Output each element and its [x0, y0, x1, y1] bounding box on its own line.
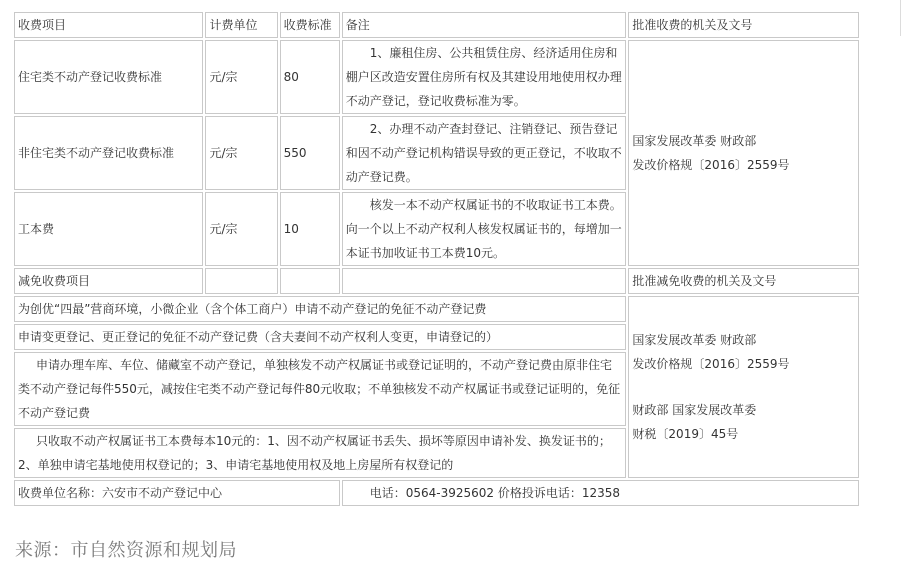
- fee-item-cell: 工本费: [14, 192, 203, 266]
- fee-table: [12, 10, 861, 508]
- fee-item-cell: 非住宅类不动产登记收费标准: [14, 116, 203, 190]
- reduction-cell: 申请变更登记、更正登记的免征不动产登记费（含夫妻间不动产权利人变更，申请登记的）: [14, 324, 626, 350]
- fee-standard-cell: 550: [280, 116, 340, 190]
- reduction-cell: 为创优“四最”营商环境，小微企业（含个体工商户）申请不动产登记的免征不动产登记费: [14, 296, 626, 322]
- reduction-header-item: 减免收费项目: [14, 268, 203, 294]
- authority-line: 国家发展改革委 财政部: [632, 134, 757, 148]
- table-row: [14, 40, 859, 114]
- reduction-header-row: [14, 268, 859, 294]
- fee-remark-cell: 2、办理不动产查封登记、注销登记、预告登记和因不动产登记机构错误导致的更正登记，不收取不动产登记费。: [342, 116, 627, 190]
- reduction-header-authority: 批准减免收费的机关及文号: [628, 268, 859, 294]
- charging-unit-cell: 收费单位名称：六安市不动产登记中心: [14, 480, 340, 506]
- authority-line: 财政部 国家发展改革委: [632, 403, 757, 417]
- fee-remark-cell: 1、廉租住房、公共租赁住房、经济适用住房和棚户区改造安置住房所有权及其建设用地使用权办理不动产登记，登记收费标准为零。: [342, 40, 627, 114]
- fee-item-cell: 住宅类不动产登记收费标准: [14, 40, 203, 114]
- reduction-cell: 只收取不动产权属证书工本费每本10元的：1、因不动产权属证书丢失、损坏等原因申请补发、换发证书的；2、单独申请宅基地使用权登记的；3、申请宅基地使用权及地上房屋所有权登记的: [14, 428, 626, 478]
- header-remarks: 备注: [342, 12, 627, 38]
- header-unit: 计费单位: [205, 12, 277, 38]
- phone-cell: 电话：0564-3925602 价格投诉电话：12358: [342, 480, 859, 506]
- fee-unit-cell: 元/宗: [205, 40, 277, 114]
- footer-row: [14, 480, 859, 506]
- header-item: 收费项目: [14, 12, 203, 38]
- empty-cell: [342, 268, 627, 294]
- fee-standard-cell: 10: [280, 192, 340, 266]
- right-edge-line: [900, 0, 901, 36]
- fee-standard-cell: 80: [280, 40, 340, 114]
- fee-authority-cell: [628, 40, 859, 266]
- authority-line: 发改价格规〔2016〕2559号: [632, 158, 790, 172]
- authority-line: 财税〔2019〕45号: [632, 427, 739, 441]
- header-standard: 收费标准: [280, 12, 340, 38]
- fee-unit-cell: 元/宗: [205, 192, 277, 266]
- header-authority: 批准收费的机关及文号: [628, 12, 859, 38]
- reduction-cell: 申请办理车库、车位、储藏室不动产登记，单独核发不动产权属证书或登记证明的，不动产登记费由原非住宅类不动产登记每件550元，减按住宅类不动产登记每件80元收取；不单独核发不动产权属证书或登记证明的，免征不动产登记费: [14, 352, 626, 426]
- fee-unit-cell: 元/宗: [205, 116, 277, 190]
- authority-line: 发改价格规〔2016〕2559号: [632, 357, 790, 371]
- reduction-authority-cell: [628, 296, 859, 478]
- empty-cell: [280, 268, 340, 294]
- header-row: [14, 12, 859, 38]
- empty-cell: [205, 268, 277, 294]
- source-caption: 来源：市自然资源和规划局: [15, 540, 237, 561]
- fee-remark-cell: 核发一本不动产权属证书的不收取证书工本费。向一个以上不动产权利人核发权属证书的，每增加一本证书加收证书工本费10元。: [342, 192, 627, 266]
- reduction-row: [14, 296, 859, 322]
- authority-line: 国家发展改革委 财政部: [632, 333, 757, 347]
